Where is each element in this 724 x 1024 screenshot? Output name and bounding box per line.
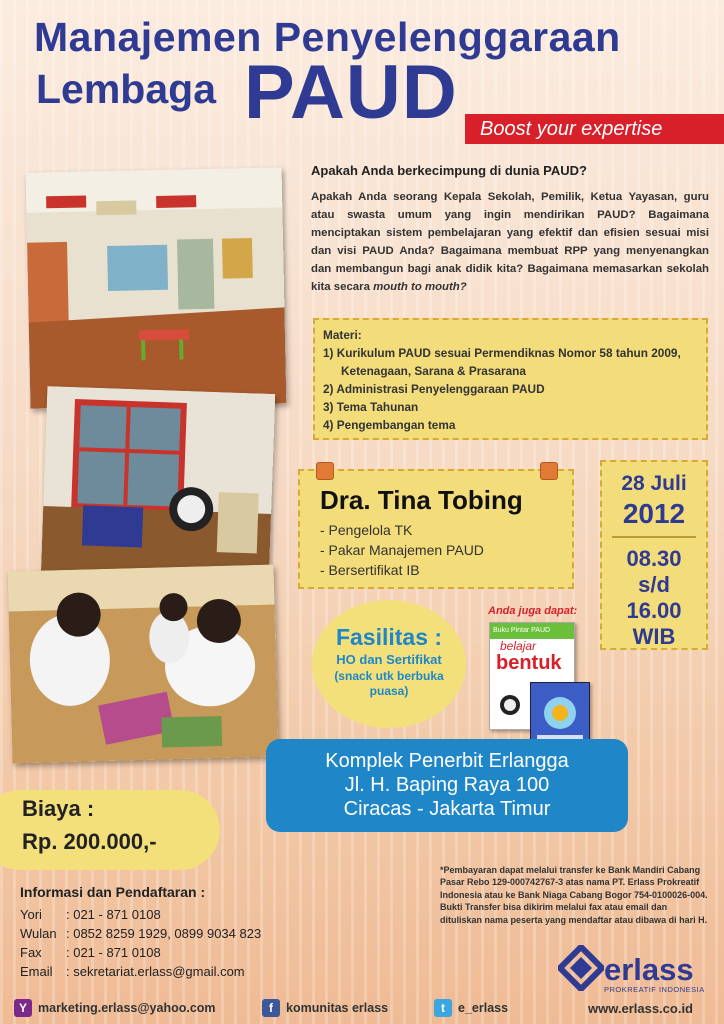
facebook-icon: f [262,999,280,1017]
fasilitas-item: HO dan Sertifikat [336,652,442,667]
yahoo-icon: Y [14,999,32,1017]
fasilitas-note [312,669,466,699]
contact-value: : 021 - 871 0108 [66,945,161,960]
speaker-role: - Bersertifikat IB [320,562,420,578]
brand-name: erlass [604,952,694,987]
timezone: WIB [632,624,676,649]
contact-label: Wulan [20,926,57,941]
time-separator: s/d [638,572,670,597]
contact-value: : 021 - 871 0108 [66,907,161,922]
footer-website[interactable]: www.erlass.co.id [588,1001,694,1016]
book-title-1: belajar [500,639,537,653]
speaker-role: - Pengelola TK [320,522,413,538]
fasilitas-title: Fasilitas : [335,624,443,650]
classroom-photo [26,167,287,408]
payment-note: *Pembayaran dapat melalui transfer ke Bank Mandiri Cabang Pasar Rebo 129-000742767-3 atas nama PT. Erlass Prokreatif Indonesia atau ke Bank Niaga Cabang Bogor 754-0100026-004. Bukti Transfer bisa dikirim melalui fax atau email dan dituliskan nama peserta yang mendaftar atau dibawa di hari H. [440,865,708,925]
materi-item-1-cont: Ketenagaan, Sarana & Prasarana [341,364,526,378]
footer-twitter[interactable]: e_erlass [458,1001,509,1015]
title-line-2: Lembaga [36,66,216,112]
book-title-2: bentuk [496,652,562,674]
speaker-box [298,469,574,589]
materi-item-1: 1) Kurikulum PAUD sesuai Permendiknas Nomor 58 tahun 2009, [323,346,681,360]
materi-box [313,318,708,440]
location-line: Jl. H. Baping Raya 100 [344,774,550,796]
title-line-1: Manajemen Penyelenggaraan [34,14,621,60]
location-line: Ciracas - Jakarta Timur [343,798,551,820]
fasilitas-note-line: puasa) [369,684,409,698]
fee-label: Biaya : [22,796,95,821]
time-end: 16.00 [626,598,682,623]
fee-value: Rp. 200.000,- [22,829,157,854]
pin-icon [316,462,334,480]
materi-item-4: 4) Pengembangan tema [323,418,456,432]
speaker-name: Dra. Tina Tobing [320,485,523,515]
contact-value[interactable]: : sekretariat.erlass@gmail.com [66,964,245,979]
intro-body-italic: mouth to mouth? [373,281,467,293]
intro-question: Apakah Anda berkecimpung di dunia PAUD? [311,163,587,178]
contact-label: Yori [20,907,42,922]
brand-subtitle: PROKREATIF INDONESIA [604,985,705,994]
children-playing-photo [8,565,279,764]
location-box [266,739,628,832]
contact-row [20,907,161,922]
tagline-banner: Boost your expertise [465,114,724,144]
divider [612,536,696,538]
contact-value: : 0852 8259 1929, 0899 9034 823 [66,926,262,941]
footer-yahoo[interactable]: marketing.erlass@yahoo.com [38,1001,216,1015]
contact-heading: Informasi dan Pendaftaran : [20,884,206,900]
event-time [602,546,706,650]
event-year: 2012 [622,498,686,529]
pin-icon [540,462,558,480]
materi-item-3: 3) Tema Tahunan [323,400,419,414]
contact-row [20,926,261,941]
bonus-label: Anda juga dapat: [488,605,578,617]
intro-paragraph [311,188,709,296]
contact-label: Email [20,964,53,979]
event-date: 28 Juli [621,472,687,495]
intro-body: Apakah Anda seorang Kepala Sekolah, Pemilik, Ketua Yayasan, guru atau swasta umum yang ingin mendirikan PAUD? Bagaimana menciptakan sistem pembelajaran yang efektif dan efisien sesuai misi dan visi PAUD Anda? Bagaimana membuat RPP yang menyenangkan dan membangun bagi anak didik kita? Bagaimana memasarkan sekolah kita secara [311,191,709,293]
toy-shelf-photo [41,386,276,586]
twitter-icon: t [434,999,452,1017]
footer-facebook[interactable]: komunitas erlass [286,1001,389,1015]
time-start: 08.30 [626,546,682,571]
materi-heading: Materi: [323,328,362,342]
fasilitas-bubble [312,600,466,728]
materi-item-2: 2) Administrasi Penyelenggaraan PAUD [323,382,545,396]
book-series: Buku Pintar PAUD [490,623,574,639]
contact-label: Fax [20,945,42,960]
schedule-box [600,460,708,650]
location-line: Komplek Penerbit Erlangga [325,750,569,772]
speaker-role: - Pakar Manajemen PAUD [320,542,484,558]
erlass-logo-icon [558,945,604,996]
contact-row [20,964,245,979]
speaker-roles [320,520,552,580]
title-paud: PAUD [244,50,458,135]
fasilitas-note-line: (snack utk berbuka [334,669,444,683]
contact-row [20,945,161,960]
